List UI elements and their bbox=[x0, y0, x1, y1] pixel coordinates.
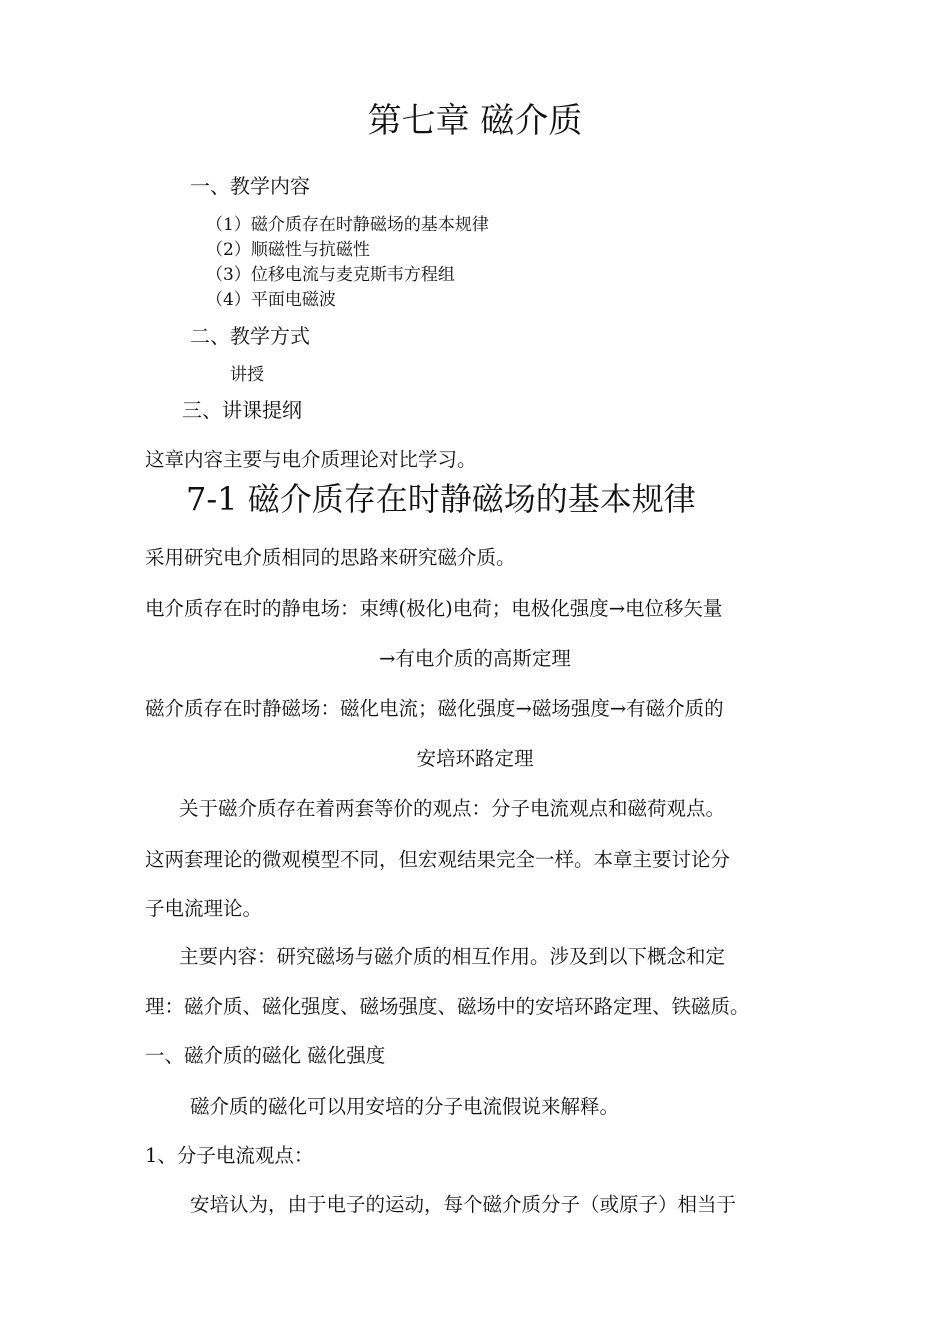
paragraph-line: 这两套理论的微观模型不同，但宏观结果完全一样。本章主要讨论分 bbox=[145, 848, 731, 871]
paragraph-line: 磁介质的磁化可以用安培的分子电流假说来解释。 bbox=[190, 1095, 620, 1118]
paragraph-line: 电介质存在时的静电场：束缚(极化)电荷；电极化强度→电位移矢量 bbox=[145, 597, 723, 620]
intro-text: 这章内容主要与电介质理论对比学习。 bbox=[145, 448, 477, 471]
chapter-title: 第七章 磁介质 bbox=[367, 101, 583, 141]
section-heading-7-1: 7-1 磁介质存在时静磁场的基本规律 bbox=[186, 480, 696, 518]
paragraph-line: 安培环路定理 bbox=[416, 747, 534, 770]
list-item: （4）平面电磁波 bbox=[206, 290, 336, 310]
teaching-method-value: 讲授 bbox=[230, 365, 264, 385]
paragraph-line: 主要内容：研究磁场与磁介质的相互作用。涉及到以下概念和定 bbox=[179, 945, 726, 968]
paragraph-line: →有电介质的高斯定理 bbox=[379, 647, 571, 670]
list-item: （3）位移电流与麦克斯韦方程组 bbox=[206, 265, 455, 285]
paragraph-line: 安培认为，由于电子的运动，每个磁介质分子（或原子）相当于 bbox=[190, 1193, 737, 1216]
paragraph-line: 理：磁介质、磁化强度、磁场强度、磁场中的安培环路定理、铁磁质。 bbox=[145, 995, 750, 1018]
heading-teaching-method: 二、教学方式 bbox=[190, 324, 310, 348]
paragraph-line: 磁介质存在时静磁场：磁化电流；磁化强度→磁场强度→有磁介质的 bbox=[145, 697, 724, 720]
paragraph-line: 子电流理论。 bbox=[145, 897, 263, 920]
heading-teaching-content: 一、教学内容 bbox=[190, 174, 310, 198]
subheading-magnetization: 一、磁介质的磁化 磁化强度 bbox=[145, 1044, 386, 1067]
list-item: （2）顺磁性与抗磁性 bbox=[206, 240, 370, 260]
heading-outline: 三、讲课提纲 bbox=[182, 398, 302, 422]
list-item: （1）磁介质存在时静磁场的基本规律 bbox=[206, 215, 489, 235]
paragraph-line: 采用研究电介质相同的思路来研究磁介质。 bbox=[145, 546, 516, 569]
subheading-molecular-current: 1、分子电流观点： bbox=[145, 1144, 314, 1167]
paragraph-line: 关于磁介质存在着两套等价的观点：分子电流观点和磁荷观点。 bbox=[179, 797, 726, 820]
